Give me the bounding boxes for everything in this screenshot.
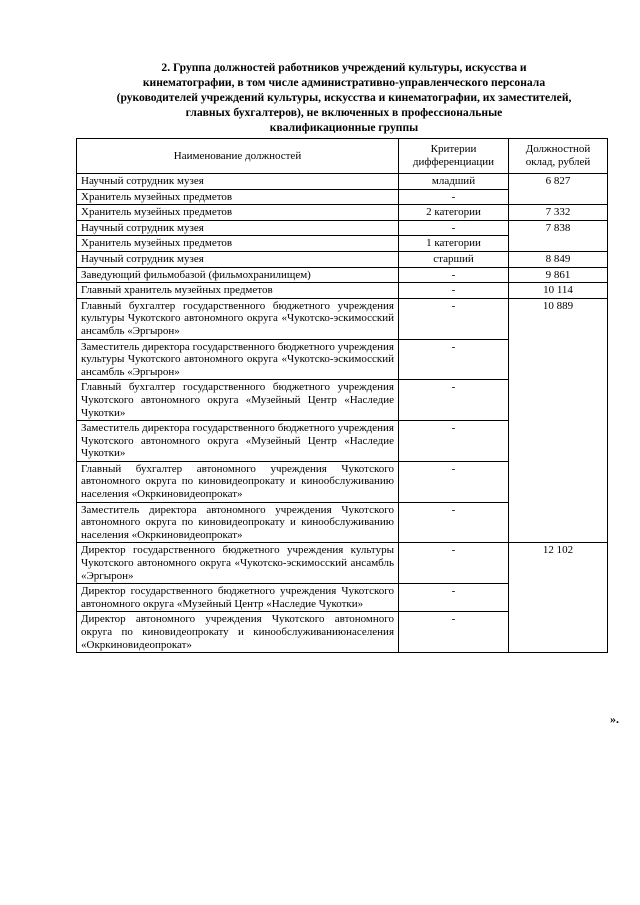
criteria-cell: - [399,220,509,236]
heading-line: квалификационные группы [269,121,419,134]
salary-cell: 9 861 [509,267,608,283]
criteria-cell: - [399,584,509,612]
salary-cell: 10 114 [509,283,608,299]
position-name: Научный сотрудник музея [77,220,399,236]
position-name: Заместитель директора государственного бюджетного учреждения Чукотского автономного округа «Музейный Центр «Наследие Чукотки» [77,421,399,462]
table-row [77,220,608,236]
positions-table [76,138,608,653]
table-row [77,251,608,267]
criteria-cell: - [399,461,509,502]
position-name: Главный бухгалтер автономного учреждения Чукотского автономного округа по киновидеопрокату и кинообслуживанию населения «Окркиновидеопрокат» [77,461,399,502]
criteria-cell: 2 категории [399,205,509,221]
table-header-row [77,139,608,174]
position-name: Хранитель музейных предметов [77,236,399,252]
header-position-name: Наименование должностей [77,139,399,174]
closing-quote-mark: ». [610,712,619,726]
criteria-cell: - [399,502,509,543]
criteria-cell: - [399,339,509,380]
criteria-cell: - [399,189,509,205]
position-name: Директор государственного бюджетного учреждения культуры Чукотского автономного округа «Чукотско-эскимосский ансамбль «Эргырон» [77,543,399,584]
criteria-cell: - [399,543,509,584]
criteria-cell: - [399,298,509,339]
position-name: Научный сотрудник музея [77,174,399,190]
position-name: Хранитель музейных предметов [77,189,399,205]
table-row [77,543,608,584]
criteria-cell: младший [399,174,509,190]
section-heading [80,60,608,135]
salary-cell: 7 838 [509,220,608,251]
position-name: Главный хранитель музейных предметов [77,283,399,299]
heading-line: кинематографии, в том числе административно-управленческого персонала [142,76,546,89]
heading-line: 2. Группа должностей работников учреждений культуры, искусства и [161,61,527,74]
position-name: Заведующий фильмобазой (фильмохранилищем) [77,267,399,283]
position-name: Директор государственного бюджетного учреждения Чукотского автономного округа «Музейный Центр «Наследие Чукотки» [77,584,399,612]
criteria-cell: старший [399,251,509,267]
position-name: Хранитель музейных предметов [77,205,399,221]
position-name: Директор автономного учреждения Чукотского автономного округа по киновидеопрокату и кинообслуживаниюнаселения «Окркиновидеопрокат» [77,612,399,653]
heading-line: (руководителей учреждений культуры, искусства и кинематографии, их заместителей, [116,91,572,104]
position-name: Главный бухгалтер государственного бюджетного учреждения Чукотского автономного округа «Музейный Центр «Наследие Чукотки» [77,380,399,421]
table-row [77,174,608,190]
heading-line: главных бухгалтеров), не включенных в профессиональные [185,106,503,119]
criteria-cell: - [399,612,509,653]
table-row [77,205,608,221]
salary-cell: 8 849 [509,251,608,267]
position-name: Научный сотрудник музея [77,251,399,267]
header-criteria: Критерии дифференциации [399,139,509,174]
table-row [77,283,608,299]
criteria-cell: - [399,283,509,299]
criteria-cell: - [399,267,509,283]
criteria-cell: 1 категории [399,236,509,252]
position-name: Заместитель директора государственного бюджетного учреждения культуры Чукотского автономного округа «Чукотско-эскимосский ансамбль «Эргырон» [77,339,399,380]
position-name: Главный бухгалтер государственного бюджетного учреждения культуры Чукотского автономного округа «Чукотско-эскимосский ансамбль «Эргырон» [77,298,399,339]
salary-cell: 7 332 [509,205,608,221]
salary-cell: 10 889 [509,298,608,543]
position-name: Заместитель директора автономного учреждения Чукотского автономного округа по киновидеопрокату и кинообслуживанию населения «Окркиновидеопрокат» [77,502,399,543]
criteria-cell: - [399,380,509,421]
table-row [77,298,608,339]
table-row [77,267,608,283]
criteria-cell: - [399,421,509,462]
header-salary: Должностной оклад, рублей [509,139,608,174]
salary-cell: 12 102 [509,543,608,653]
salary-cell: 6 827 [509,174,608,205]
